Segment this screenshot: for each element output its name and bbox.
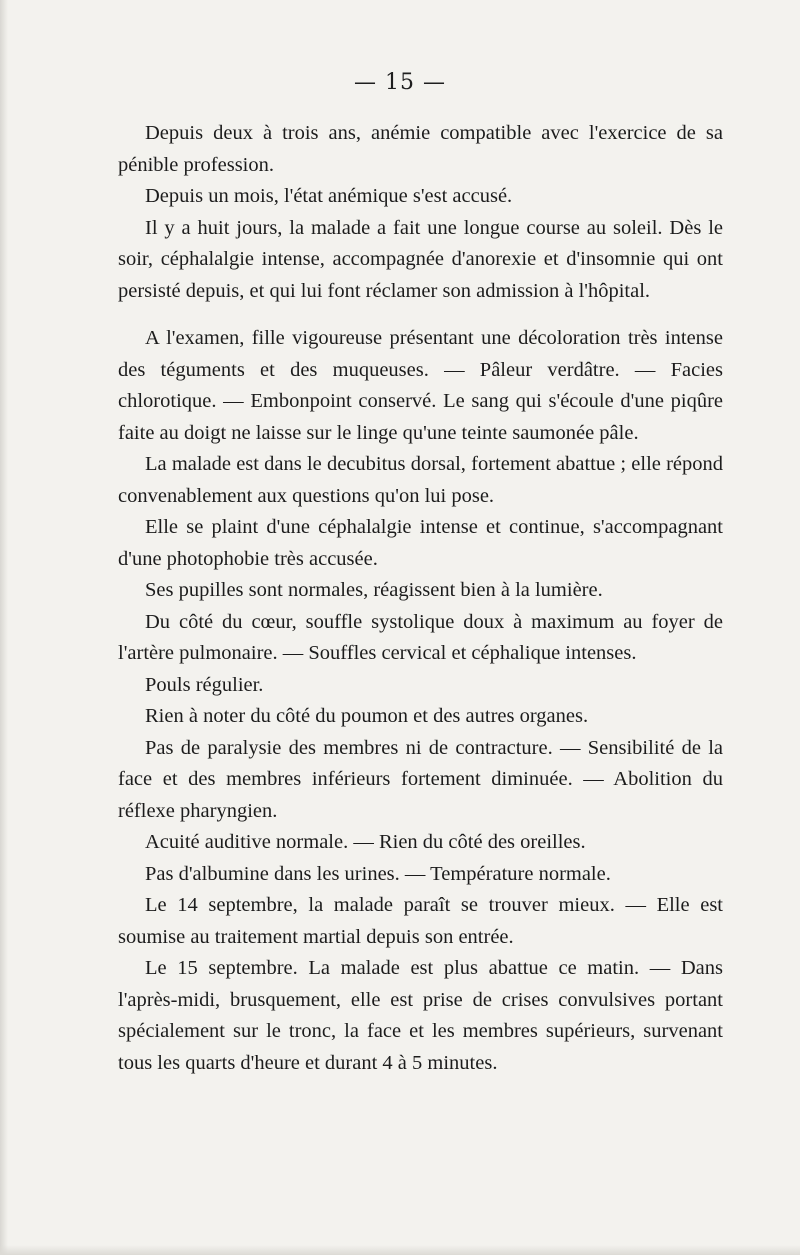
paragraph: Pas de paralysie des membres ni de contracture. — Sensibilité de la face et des membres inférieurs fortement diminuée. — Abolition du réflexe pharyngien. [118, 736, 723, 822]
body-text [118, 118, 723, 1079]
paragraph: Pouls régulier. [145, 673, 264, 696]
paragraph: Acuité auditive normale. — Rien du côté des oreilles. [145, 831, 586, 853]
paragraph: Le 15 septembre. La malade est plus abattue ce matin. — Dans l'après-midi, brusquement, elle est prise de crises convulsives portant spécialement sur le tronc, la face et les membres supérieurs, survenant tous les quarts d'heure et durant 4 à 5 minutes. [118, 957, 723, 1074]
paragraph: A l'examen, fille vigoureuse présentant une décoloration très intense des téguments et des muqueuses. — Pâleur verdâtre. — Facies chlorotique. — Embonpoint conservé. Le sang qui s'écoule d'une piqûre faite au doigt ne laisse sur le linge qu'une teinte saumonée pâle. [118, 327, 723, 444]
paragraph: Depuis deux à trois ans, anémie compatible avec l'exercice de sa pénible profession. [118, 122, 723, 176]
paragraph: Du côté du cœur, souffle systolique doux à maximum au foyer de l'artère pulmonaire. — Souffles cervical et céphalique intenses. [118, 610, 723, 664]
paragraph: Pas d'albumine dans les urines. — Température normale. [145, 862, 611, 885]
paragraph: Rien à noter du côté du poumon et des autres organes. [145, 705, 589, 727]
page-number: — 15 — [354, 70, 446, 95]
paragraph: Depuis un mois, l'état anémique s'est accusé. [145, 185, 513, 207]
paragraph: Ses pupilles sont normales, réagissent bien à la lumière. [145, 579, 603, 601]
paragraph: La malade est dans le decubitus dorsal, fortement abattue ; elle répond convenablement aux questions qu'on lui pose. [118, 453, 723, 507]
paragraph: Il y a huit jours, la malade a fait une longue course au soleil. Dès le soir, céphalalgie intense, accompagnée d'anorexie et d'insomnie qui ont persisté depuis, et qui lui font réclamer son admission à l'hôpital. [118, 216, 723, 302]
paragraph: Elle se plaint d'une céphalalgie intense et continue, s'accompagnant d'une photophobie très accusée. [118, 516, 723, 570]
paragraph: Le 14 septembre, la malade paraît se trouver mieux. — Elle est soumise au traitement martial depuis son entrée. [118, 894, 723, 948]
